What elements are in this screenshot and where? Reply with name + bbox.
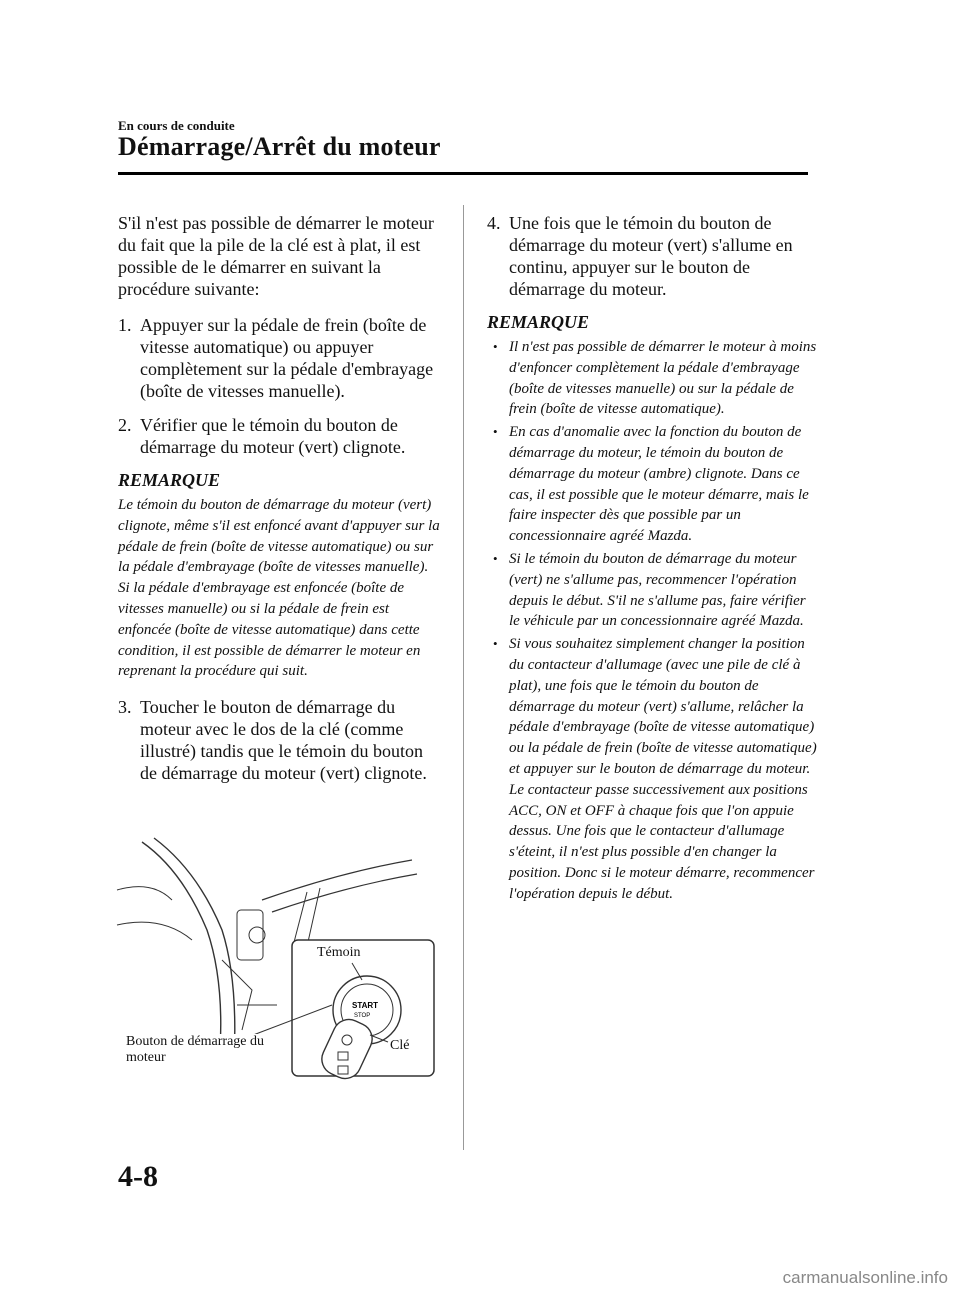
intro-paragraph: S'il n'est pas possible de démarrer le moteur du fait que la pile de la clé est à plat, il est possible de le démarrer en suivant la procédure suivante: (118, 213, 434, 299)
bullet-icon: • (493, 424, 498, 440)
list-item (487, 422, 817, 547)
step-number: 2. (118, 415, 132, 435)
page-title: Démarrage/Arrêt du moteur (118, 132, 441, 161)
remarque-heading: REMARQUE (487, 312, 590, 332)
list-item-text: Si vous souhaitez simplement changer la position du contacteur d'allumage (avec une pile de clé à plat), une fois que le témoin du bouton de démarrage du moteur (vert) s'allume, relâcher la pédale d'embrayage (boîte de vitesse automatique) ou la pédale de frein (boîte de vitesse automatique) et appuyer sur le bouton de démarrage du moteur. Le contacteur passe successivement aux positions ACC, ON et OFF à chaque fois que l'on appuie dessus. Une fois que le contacteur d'allumage s'éteint, il n'est plus possible d'en changer la position. Donc si le moteur démarre, recommencer l'opération depuis le début. (509, 636, 817, 902)
step-text: Vérifier que le témoin du bouton de démarrage du moteur (vert) clignote. (140, 415, 406, 457)
list-item (487, 634, 817, 904)
bullet-icon: • (493, 636, 498, 652)
remarque-text: Le témoin du bouton de démarrage du moteur (vert) clignote, même s'il est enfoncé avant d'appuyer sur la pédale de frein (boîte de vitesse automatique) ou sur la pédale d'embrayage (boîte de vitesses manuelle). Si la pédale d'embrayage est enfoncée (boîte de vitesses manuelle) ou si la pédale de frein est enfoncée (boîte de vitesse automatique) dans cette condition, il est possible de démarrer le moteur en reprenant la procédure qui suit. (118, 497, 440, 680)
start-button-illustration (112, 830, 442, 1080)
left-column (118, 212, 443, 796)
step-number: 4. (487, 213, 501, 233)
list-item (487, 337, 817, 420)
list-item-text: En cas d'anomalie avec la fonction du bouton de démarrage du moteur, le témoin du bouton de démarrage du moteur (ambre) clignote. Dans ce cas, il est possible que le moteur démarre, mais le faire inspecter dès que possible par un concessionnaire agréé Mazda. (509, 424, 809, 545)
label-bouton-demarrage: Bouton de démarrage du moteur (126, 1034, 276, 1066)
label-cle: Clé (390, 1038, 410, 1053)
step-3 (118, 696, 443, 784)
start-text: START (352, 1001, 379, 1010)
step-text: Toucher le bouton de démarrage du moteur avec le dos de la clé (comme illustré) tandis que le témoin du bouton de démarrage du moteur (vert) clignote. (140, 697, 427, 784)
column-divider (463, 205, 464, 1150)
bullet-icon: • (493, 339, 498, 354)
step-1 (118, 314, 443, 402)
title-rule (118, 172, 808, 175)
section-label: En cours de conduite (118, 118, 235, 133)
step-text: Appuyer sur la pédale de frein (boîte de vitesse automatique) ou appuyer complètement sur la pédale d'embrayage (boîte de vitesses manuelle). (140, 315, 434, 401)
list-item (487, 549, 817, 632)
step-4 (487, 212, 817, 300)
label-temoin: Témoin (317, 945, 361, 960)
step-2 (118, 414, 443, 458)
remarque-list (487, 337, 817, 905)
list-item-text: Il n'est pas possible de démarrer le moteur à moins d'enfoncer complètement la pédale d'embrayage (boîte de vitesses manuelle) ou sur la pédale de frein (boîte de vitesse automatique). (509, 339, 817, 418)
page-number: 4-8 (118, 1160, 158, 1193)
bullet-icon: • (493, 550, 498, 566)
right-column (487, 212, 817, 907)
step-number: 1. (118, 315, 132, 335)
stop-text: STOP (354, 1013, 371, 1019)
step-number: 3. (118, 697, 132, 718)
remarque-heading: REMARQUE (118, 470, 221, 490)
watermark[interactable]: carmanualsonline.info (782, 1268, 948, 1287)
step-text: Une fois que le témoin du bouton de démarrage du moteur (vert) s'allume en continu, appuyer sur le bouton de démarrage du moteur. (509, 213, 793, 299)
list-item-text: Si le témoin du bouton de démarrage du moteur (vert) ne s'allume pas, recommencer l'opération depuis le début. S'il ne s'allume pas, faire vérifier le véhicule par un concessionnaire agréé Mazda. (509, 550, 806, 630)
